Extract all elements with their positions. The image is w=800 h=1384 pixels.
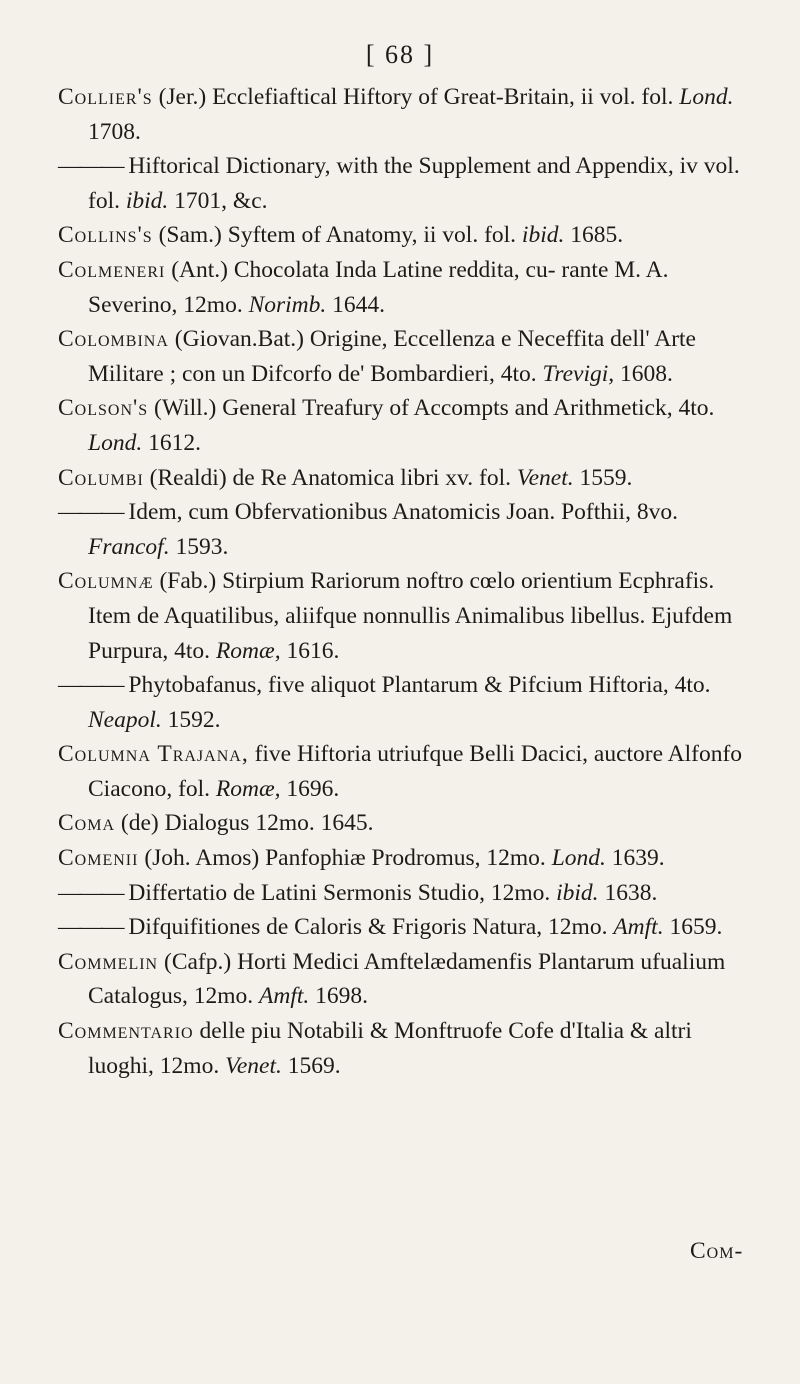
- page-number: [ 68 ]: [365, 40, 435, 69]
- catalogue-entry: [58, 806, 758, 841]
- entry-year: 1639.: [611, 845, 665, 872]
- entry-text: (Sam.) Syftem of Anatomy, ii vol. fol.: [158, 222, 517, 249]
- entry-heading: Coma: [58, 810, 116, 837]
- entry-place: ibid.: [125, 187, 169, 214]
- entry-place: ibid.: [556, 879, 599, 906]
- entry-year: 1708.: [88, 118, 141, 145]
- entry-heading: Collier's: [58, 84, 153, 110]
- catalogue-entry: [58, 253, 758, 322]
- entry-heading: Commentario: [58, 1018, 194, 1045]
- entry-text: Difquifitiones de Caloris & Frigoris Natura, 12mo.: [128, 914, 608, 941]
- entry-ditto-dash: ———: [58, 879, 123, 906]
- entry-ditto-dash: ———: [58, 672, 123, 699]
- entry-text: (Giovan.Bat.) Origine, Eccellenza e Neceffita dell' Arte Militare ; con un Difcorfo de' Bombardieri, 4to.: [88, 326, 696, 387]
- entry-text: (Fab.) Stirpium Rariorum noftro cœlo orientium Ecphrafis. Item de Aquatilibus, aliifque nonnullis Animalibus libellus. Ejufdem Purpura, 4to.: [88, 568, 733, 664]
- entry-year: 1616.: [286, 637, 340, 664]
- entry-year: 1608.: [620, 360, 673, 387]
- entry-heading: Columnæ: [58, 568, 154, 595]
- entry-year: 1698.: [315, 983, 369, 1010]
- entry-text: delle piu Notabili & Monftruofe Cofe d'Italia & altri luoghi, 12mo.: [88, 1018, 692, 1079]
- catalogue-entry: [58, 391, 758, 460]
- catalogue-entry: [58, 149, 758, 218]
- entry-year: 1644.: [332, 291, 386, 318]
- entry-ditto-dash: ———: [58, 499, 123, 526]
- catalogue-entry: [58, 945, 758, 1014]
- catalogue-entry: [58, 322, 758, 391]
- entry-place: Norimb.: [248, 291, 327, 318]
- entry-text: Hiftorical Dictionary, with the Supplement and Appendix, iv vol. fol.: [88, 153, 740, 214]
- entry-year: 1593.: [175, 533, 229, 560]
- entry-ditto-dash: ———: [58, 153, 123, 180]
- catalogue-entry: [58, 876, 758, 911]
- entry-text: (Cafp.) Horti Medici Amftelædamenfis Plantarum ufualium Catalogus, 12mo.: [88, 948, 726, 1010]
- entry-year: 1559.: [579, 464, 633, 491]
- entry-place: Amft.: [613, 914, 664, 941]
- entry-year: 1612.: [148, 429, 201, 456]
- entry-year: 1645.: [320, 810, 374, 837]
- catalogue-entry: [58, 910, 758, 945]
- entry-year: 1569.: [287, 1052, 341, 1079]
- entry-ditto-dash: ———: [58, 914, 123, 941]
- entry-place: Neapol.: [88, 706, 162, 733]
- entry-place: Amft.: [259, 983, 310, 1010]
- entry-place: Venet.: [225, 1052, 282, 1079]
- catalogue-entry: [58, 841, 758, 876]
- entry-place: Romæ,: [215, 775, 281, 802]
- catalogue-entry: [58, 1014, 758, 1083]
- entry-place: ibid.: [521, 222, 565, 249]
- entry-text: (Ant.) Chocolata Inda Latine reddita, cu- rante M. A. Severino, 12mo.: [88, 256, 669, 318]
- entry-text: Phytobafanus, five aliquot Plantarum & Pifcium Hiftoria, 4to.: [128, 672, 711, 699]
- catalogue-entry: [58, 80, 758, 149]
- entry-place: Lond.: [88, 429, 143, 456]
- entry-place: Romæ,: [215, 637, 281, 664]
- catalogue-entry: [58, 495, 758, 564]
- catalogue-entries: [58, 80, 758, 1083]
- entry-text: (Jer.) Ecclefiaftical Hiftory of Great-Britain, ii vol. fol.: [158, 84, 674, 110]
- entry-heading: Colmeneri: [58, 256, 166, 283]
- entry-text: (de) Dialogus 12mo.: [120, 810, 315, 837]
- entry-year: 1638.: [604, 879, 658, 906]
- catalogue-entry: [58, 737, 758, 806]
- entry-year: 1659.: [669, 914, 723, 941]
- entry-text: (Realdi) de Re Anatomica libri xv. fol.: [149, 464, 511, 491]
- entry-heading: Colombina: [58, 326, 169, 353]
- entry-text: five Hiftoria utriufque Belli Dacici, auctore Alfonfo Ciacono, fol.: [88, 741, 743, 802]
- catalogue-entry: [58, 461, 758, 496]
- entry-heading: Collins's: [58, 222, 153, 249]
- catalogue-entry: [58, 668, 758, 737]
- entry-year: 1592.: [167, 706, 221, 733]
- entry-heading: Comenii: [58, 845, 139, 872]
- entry-text: (Will.) General Treafury of Accompts and Arithmetick, 4to.: [154, 395, 715, 422]
- catchword: Com-: [690, 1238, 744, 1264]
- entry-place: Lond.: [679, 84, 734, 110]
- entry-year: 1696.: [286, 775, 340, 802]
- entry-text: Idem, cum Obfervationibus Anatomicis Joan. Pofthii, 8vo.: [128, 499, 678, 526]
- catalogue-entry: [58, 218, 758, 253]
- entry-text: (Joh. Amos) Panfophiæ Prodromus, 12mo.: [144, 845, 546, 872]
- entry-place: Lond.: [551, 845, 606, 872]
- entry-year: 1685.: [570, 222, 624, 249]
- entry-year: 1701, &c.: [174, 187, 268, 214]
- entry-heading: Colson's: [58, 395, 149, 422]
- entry-place: Trevigi,: [542, 360, 615, 387]
- entry-heading: Columna Trajana,: [58, 741, 249, 768]
- entry-heading: Columbi: [58, 464, 144, 491]
- entry-heading: Commelin: [58, 948, 159, 975]
- entry-place: Venet.: [516, 464, 574, 491]
- catalogue-entry: [58, 564, 758, 668]
- entry-text: Differtatio de Latini Sermonis Studio, 12mo.: [128, 879, 551, 906]
- entry-place: Francof.: [88, 533, 170, 560]
